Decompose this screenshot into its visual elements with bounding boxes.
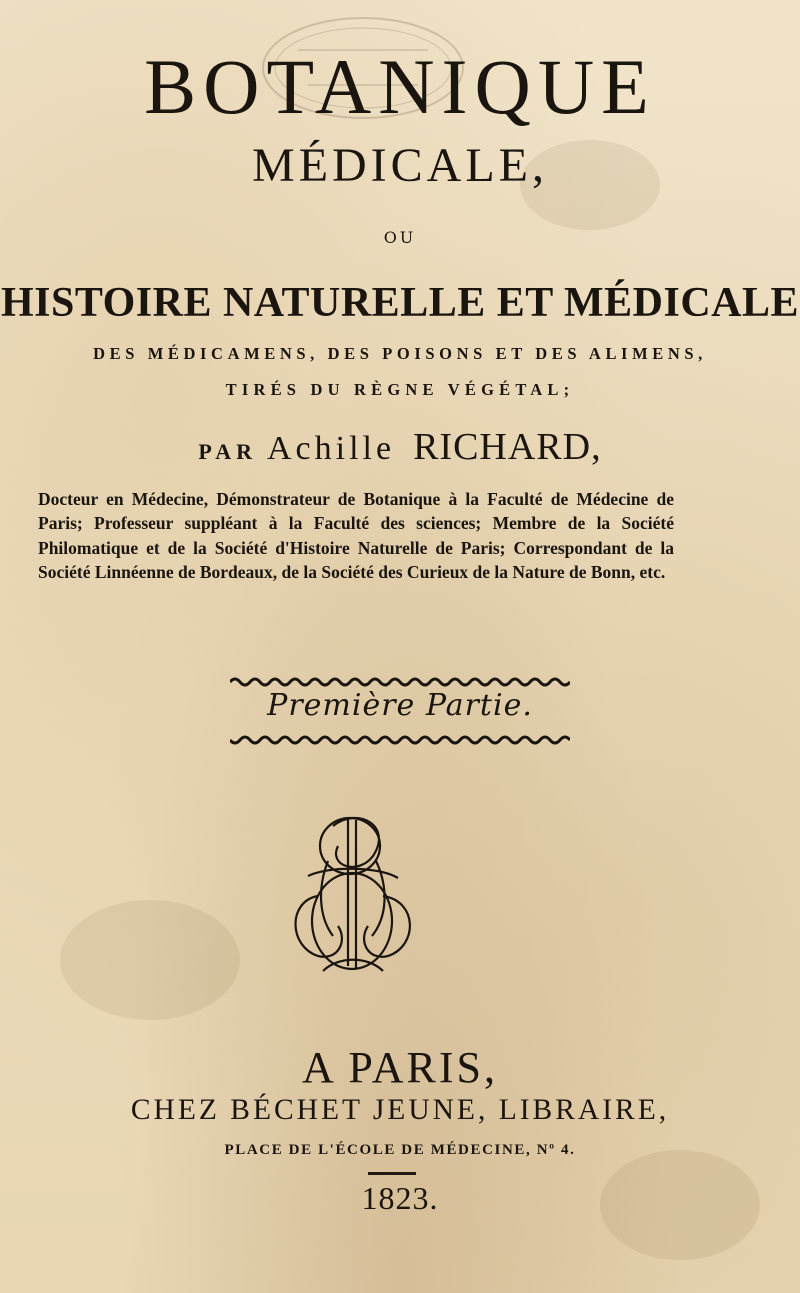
imprint-publisher: CHEZ BÉCHET JEUNE, LIBRAIRE, bbox=[130, 1094, 670, 1126]
part-label: Première Partie. bbox=[267, 688, 533, 723]
author-credentials: Docteur en Médecine, Démonstrateur de Botanique à la Faculté de Médecine de Paris; Professeur suppléant à la Faculté des sciences; Membre de la Société Philomatique et de la Société d'Histoire Naturelle de Paris; Correspondant de la Société Linnéenne de Bordeaux, de la Société des Curieux de la Nature de Bonn, etc. bbox=[38, 489, 674, 583]
imprint-rule bbox=[368, 1172, 416, 1175]
imprint-address: PLACE DE L'ÉCOLE DE MÉDECINE, Nº 4. bbox=[224, 1142, 576, 1158]
subtitle-main: HISTOIRE NATURELLE ET MÉDICALE bbox=[0, 280, 800, 326]
author-last-name: RICHARD, bbox=[413, 426, 602, 468]
title-line-1: BOTANIQUE bbox=[144, 43, 656, 130]
subtitle-line-1: DES MÉDICAMENS, DES POISONS ET DES ALIMENS, bbox=[93, 344, 707, 363]
subtitle-line-2: TIRÉS DU RÈGNE VÉGÉTAL; bbox=[225, 380, 575, 399]
author-line bbox=[0, 428, 800, 466]
author-first-name: Achille bbox=[266, 430, 396, 467]
imprint-city: A PARIS, bbox=[301, 1043, 499, 1092]
imprint-year: 1823. bbox=[361, 1180, 439, 1216]
ornamental-rule-bottom bbox=[230, 732, 570, 748]
title-line-2: MÉDICALE, bbox=[252, 139, 548, 192]
title-connector: OU bbox=[383, 228, 417, 247]
author-prefix: PAR bbox=[198, 439, 257, 464]
publisher-monogram-icon bbox=[278, 806, 428, 978]
